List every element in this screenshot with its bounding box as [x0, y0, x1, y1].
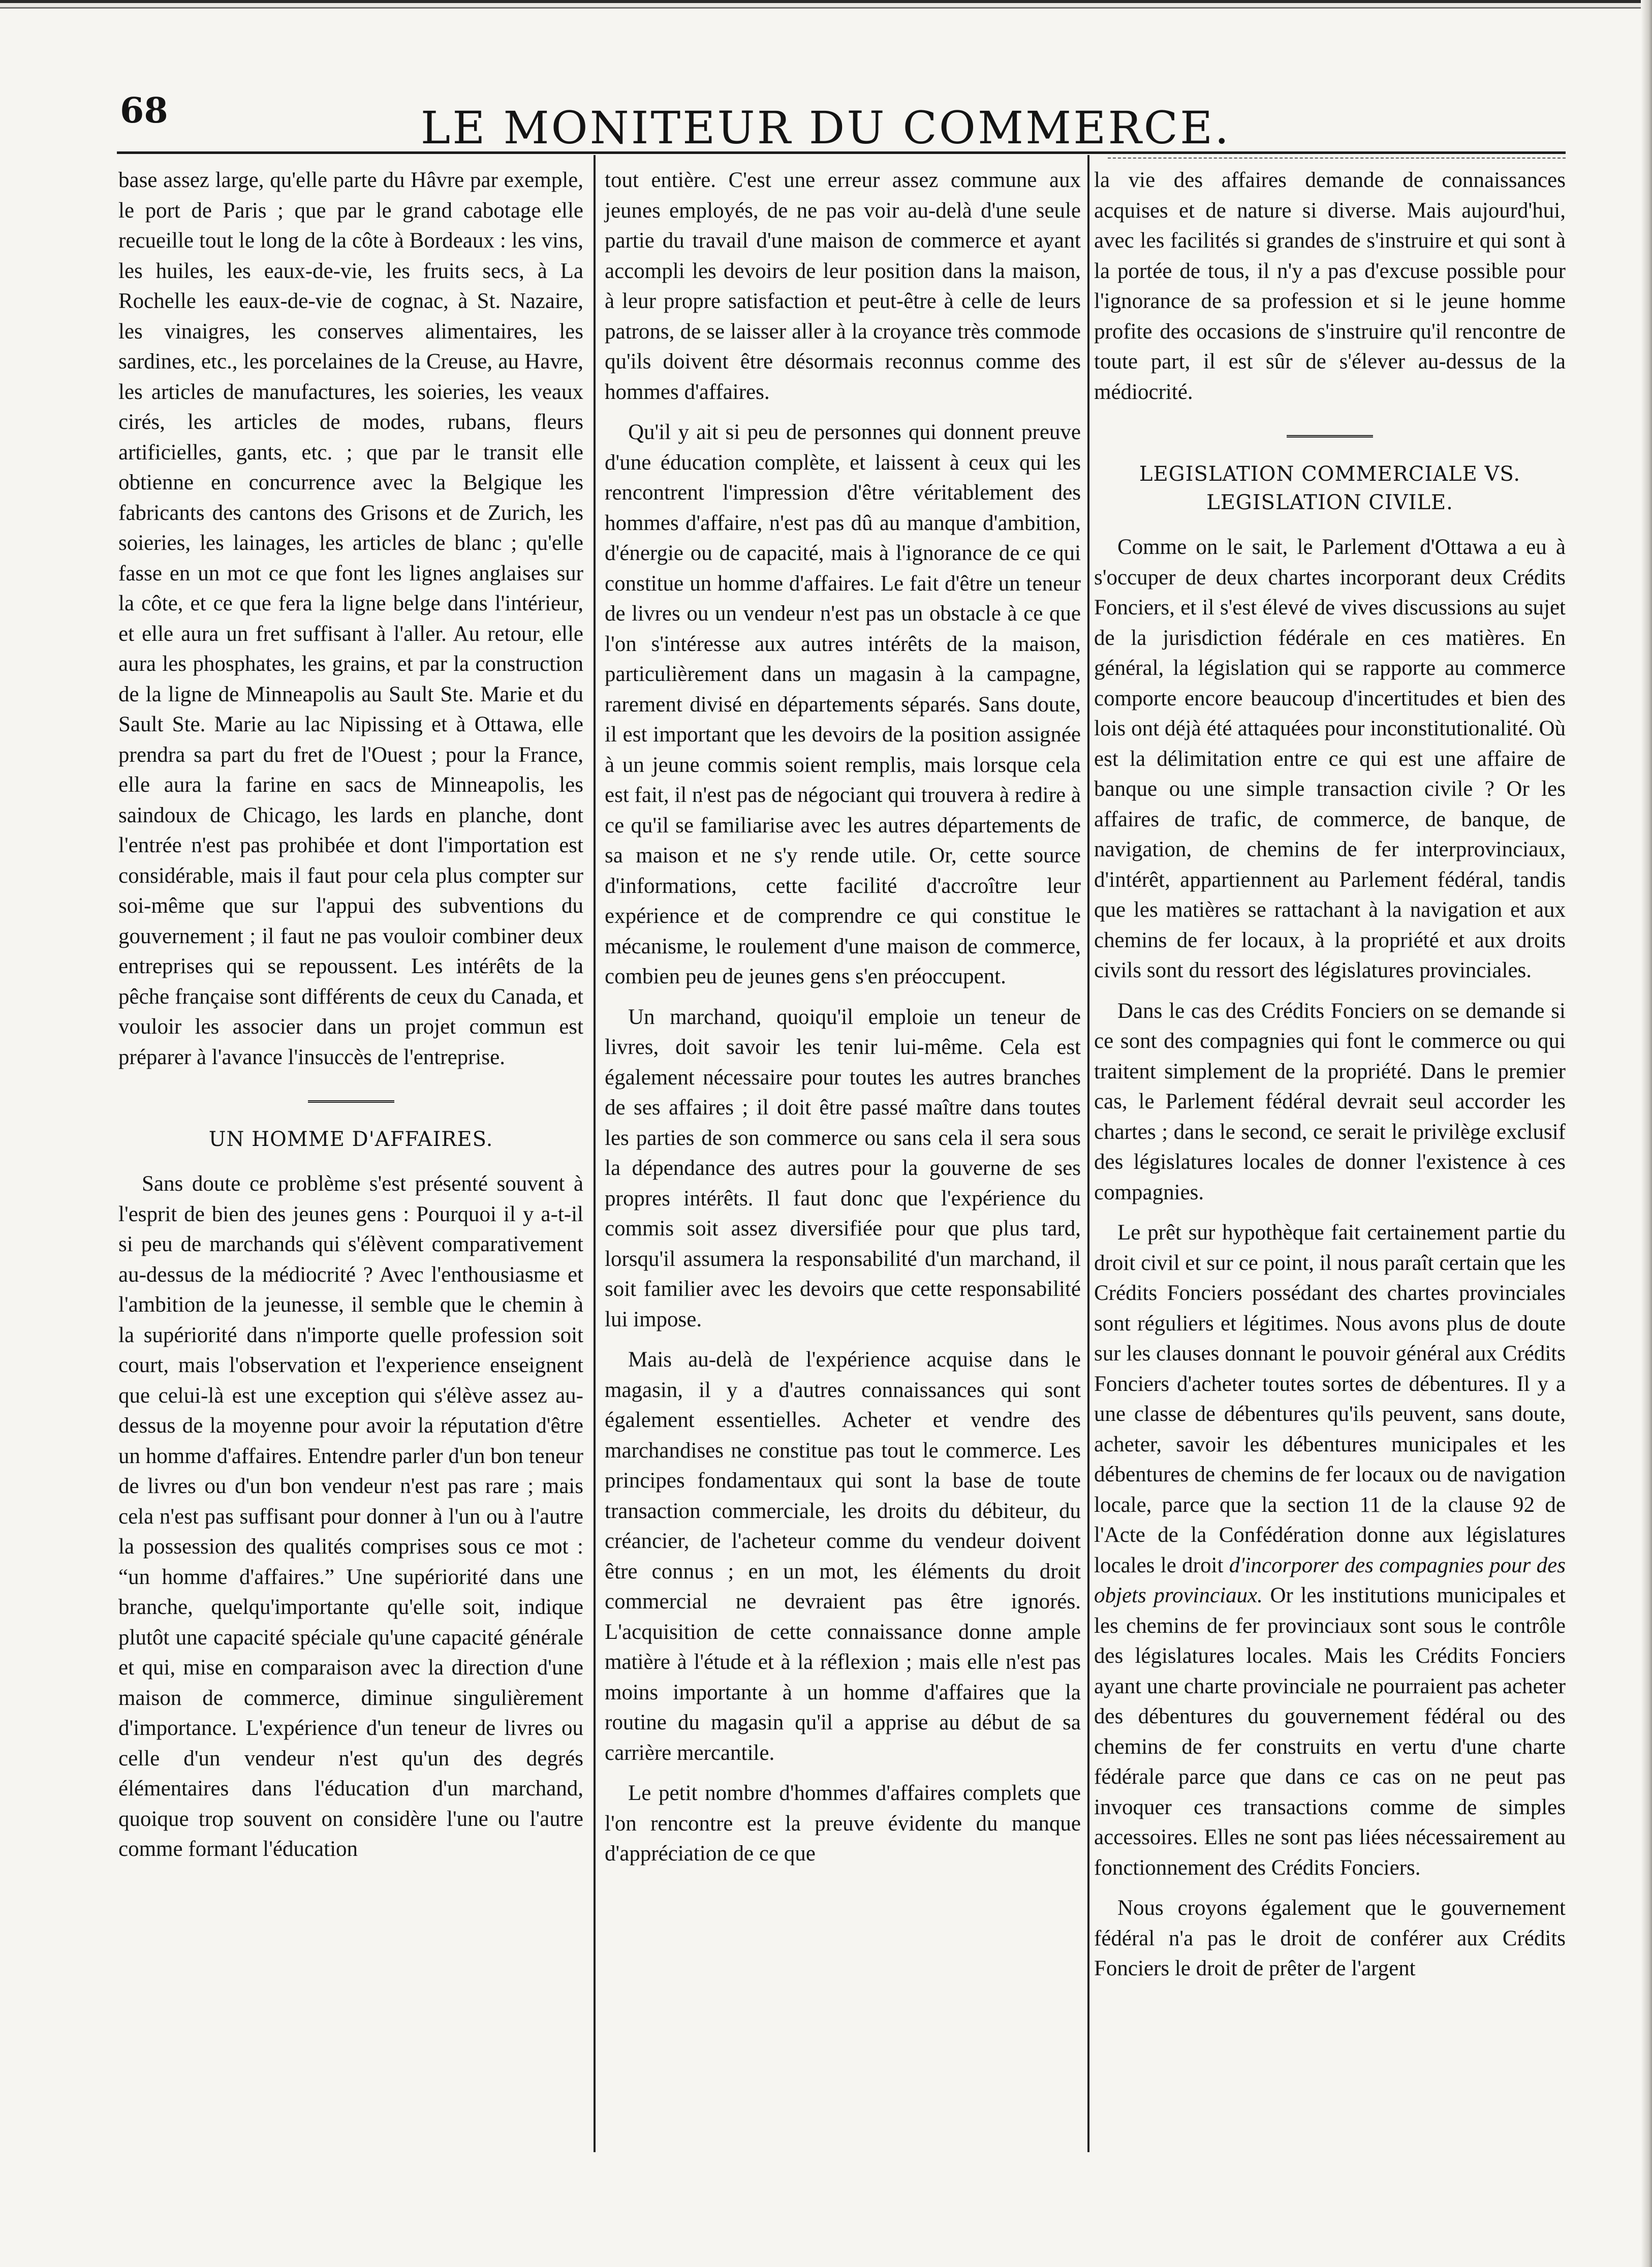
paragraph: Un marchand, quoiqu'il emploie un teneur de livres, doit savoir les tenir lui-même. Cela est également nécessaire pour toutes les autres branches de ses affaires ; il doit être passé maître dans toutes les parties de son commerce ou sans cela il sera sous la dépendance des autres pour la gouverne de ses propres intérêts. Il faut donc que l'expérience du commis soit assez diversifiée pour que plus tard, lorsqu'il assumera la responsabilité d'un marchand, il soit familier avec les devoirs que cette responsabilité lui impose.: [605, 1005, 1081, 1331]
paragraph: Nous croyons également que le gouvernement fédéral n'a pas le droit de conférer aux Crédits Fonciers le droit de prêter de l'argent: [1094, 1896, 1566, 1980]
paragraph: tout entière. C'est une erreur assez commune aux jeunes employés, de ne pas voir au-delà d'une seule partie du travail d'une maison de commerce et ayant accompli les devoirs de leur position dans la maison, à leur propre satisfaction et peut-être à celle de leurs patrons, de se laisser aller à la croyance très commode qu'ils doivent être désormais reconnus comme des hommes d'affaires.: [605, 168, 1081, 404]
header-dashed-rule: [1108, 158, 1566, 159]
page-title: LE MONITEUR DU COMMERCE.: [420, 102, 1231, 154]
section-title-line: LEGISLATION CIVILE.: [1206, 491, 1453, 514]
column-divider-2: [1087, 155, 1089, 2152]
section-title-line: LEGISLATION COMMERCIALE VS.: [1139, 462, 1521, 486]
paragraph: Sans doute ce problème s'est présenté souvent à l'esprit de bien des jeunes gens : Pourquoi il y a-t-il si peu de marchands qui s'élèvent comparativement au-dessus de la médiocrité ? Avec l'enthousiasme et l'ambition de la jeunesse, il semble que le chemin à la supériorité dans n'importe quelle profession soit court, mais l'observation et l'experience enseignent que celui-là est une exception qui s'élève assez au-dessus de la moyenne pour avoir la réputation d'être un homme d'affaires. Entendre parler d'un bon teneur de livres ou d'un bon vendeur n'est pas rare ; mais cela n'est pas suffisant pour donner à l'un ou à l'autre la possession des qualités comprises sous ce mot : “un homme d'affaires.” Une supériorité dans une branche, quelqu'importante qu'elle soit, indique plutôt une capacité spéciale qu'une capacité générale et qui, mise en comparaison avec la direction d'une maison de commerce, diminue singulièrement d'importance. L'expérience d'un teneur de livres ou celle d'un vendeur n'est qu'un des degrés élémentaires dans l'éducation d'un marchand, quoique trop souvent on considère l'une ou l'autre comme formant l'éducation: [118, 1172, 583, 1861]
paragraph-italic: d'incorporer des compagnies pour des objets provinciaux.: [1094, 1553, 1566, 1607]
section-rule: [308, 1100, 394, 1106]
paragraph: [1094, 1218, 1566, 1883]
paragraph: Mais au-delà de l'expérience acquise dans le magasin, il y a d'autres connaissances qui sont également essentielles. Acheter et vendre des marchandises ne constitue pas tout le commerce. Les principes fondamentaux qui sont la base de toute transaction commerciale, les droits du débiteur, du créancier, de l'acheteur comme du vendeur doivent être connus ; en un mot, les éléments du droit commercial ne devraient pas être ignorés. L'acquisition de cette connaissance donne ample matière à l'étude et à la réflexion ; mais elle n'est pas moins importante à un homme d'affaires que la routine du magasin qu'il a apprise au début de sa carrière mercantile.: [605, 1348, 1081, 1765]
paragraph: la vie des affaires demande de connaissances acquises et de nature si diverse. Mais aujourd'hui, avec les facilités si grandes de s'instruire et qui sont à la portée de tous, il n'y a pas d'excuse possible pour l'ignorance de sa profession et si le jeune homme profite des occasions de s'instruire qu'il rencontre de toute part, il est sûr de s'élever au-dessus de la médiocrité.: [1094, 168, 1566, 404]
column-divider-1: [594, 155, 596, 2152]
column-2: [605, 165, 1081, 1869]
paragraph-text: Or les institutions municipales et les chemins de fer provinciaux sont sous le contrôle des législatures locales. Mais les Crédits Fonciers ayant une charte provinciale ne pourraient pas acheter des débentures du gouvernement fédéral ou des chemins de fer construits en vertu d'une charte fédérale parce que dans ce cas on ne peut pas invoquer ces transactions comme de simples accessoires. Elles ne sont pas liées nécessairement au fonctionnement des Crédits Fonciers.: [1094, 1583, 1566, 1880]
paragraph: Dans le cas des Crédits Fonciers on se demande si ce sont des compagnies qui font le commerce ou qui traitent simplement de la propriété. Dans le premier cas, le Parlement fédéral devrait seul accorder les chartes ; dans le second, ce serait le privilège exclusif des législatures locales de donner l'existence à ces compagnies.: [1094, 999, 1566, 1204]
scan-right-edge: [1641, 0, 1652, 2267]
paragraph: Comme on le sait, le Parlement d'Ottawa a eu à s'occuper de deux chartes incorporant deux Crédits Fonciers, et il s'est élevé de vives discussions au sujet de la jurisdiction fédérale en ces matières. En général, la législation qui se rapporte au commerce comporte encore beaucoup d'incertitudes et bien des lois ont déjà été attaquées pour inconstitutionalité. Où est la délimitation entre ce qui est une affaire de banque ou une simple transaction civile ? Or les affaires de trafic, de commerce, de banque, de navigation, de chemins de fer interprovinciaux, d'intérêt, appartiennent au Parlement fédéral, tandis que les matières se rattachant à la navigation et aux chemins de fer locaux, à la propriété et aux droits civils sont du ressort des législatures provinciales.: [1094, 535, 1566, 982]
section-title-homme-affaires: UN HOMME D'AFFAIRES.: [208, 1128, 493, 1151]
paragraph: Le petit nombre d'hommes d'affaires complets que l'on rencontre est la preuve évidente du manque d'appréciation de ce que: [605, 1781, 1081, 1866]
page-number: 68: [120, 90, 168, 131]
column-1: [118, 165, 583, 1865]
section-title-legislation: [1094, 460, 1566, 517]
article-continuation: base assez large, qu'elle parte du Hâvre par exemple, le port de Paris ; que par le grand cabotage elle recueille tout le long de la côte à Bordeaux : les vins, les huiles, les eaux-de-vie, les fruits secs, à La Rochelle les eaux-de-vie de cognac, à St. Nazaire, les vinaigres, les conserves alimentaires, les sardines, etc., les porcelaines de la Creuse, au Havre, les articles de manufactures, les soieries, les veaux cirés, les articles de modes, rubans, fleurs artificielles, gants, etc. ; que par le transit elle obtienne en concurrence avec la Belgique les fabricants des cantons des Grisons et de Zurich, les soieries, les lainages, les articles de blanc ; qu'elle fasse en un mot ce que font les lignes anglaises sur la côte, et ce que fera la ligne belge dans l'intérieur, et elle aura un fret suffisant à l'aller. Au retour, elle aura les phosphates, les grains, et par la construction de la ligne de Minneapolis au Sault Ste. Marie et du Sault Ste. Marie au lac Nipissing et à Ottawa, elle prendra sa part du fret de l'Ouest ; pour la France, elle aura la farine en sacs de Minneapolis, les saindoux de Chicago, les lards en planche, dont l'entrée n'est pas prohibée et dont l'importation est considérable, mais il faut pour cela plus compter sur soi-même que sur l'appui des subventions du gouvernement ; il faut ne pas vouloir combiner deux entreprises qui se repoussent. Les intérêts de la pêche française sont différents de ceux du Canada, et vouloir les associer dans un projet commun est préparer à l'avance l'insuccès de l'entreprise.: [118, 168, 583, 1069]
paragraph: Qu'il y ait si peu de personnes qui donnent preuve d'une éducation complète, et laissent à ceux qui les rencontrent l'impression d'être véritablement des hommes d'affaire, n'est pas dû au manque d'ambition, d'énergie ou de capacité, mais à l'ignorance de ce qui constitue un homme d'affaires. Le fait d'être un teneur de livres ou un vendeur n'est pas un obstacle à ce que l'on s'intéresse aux autres intérêts de la maison, particulièrement dans un magasin à la campagne, rarement divisé en départements séparés. Sans doute, il est important que les devoirs de la position assignée à un jeune commis soient remplis, mais lorsque cela est fait, il n'est pas de négociant qui trouvera à redire à ce qu'il se familiarise avec les autres départements de sa maison et ne s'y rende utile. Or, cette source d'informations, cette facilité d'accroître leur expérience et de comprendre ce qui constitue le mécanisme, le roulement d'une maison de commerce, combien peu de jeunes gens s'en préoccupent.: [605, 420, 1081, 988]
header-rule: [117, 151, 1566, 154]
section-rule: [1287, 435, 1373, 441]
paragraph-text: Le prêt sur hypothèque fait certainement partie du droit civil et sur ce point, il nous paraît certain que les Crédits Fonciers possédant des chartes provinciales sont réguliers et légitimes. Nous avons plus de doute sur les clauses donnant le pouvoir général aux Crédits Fonciers d'acheter toutes sortes de débentures. Il y a une classe de débentures qu'ils peuvent, sans doute, acheter, savoir les débentures municipales et les débentures de chemins de fer locaux ou de navigation locale, parce que la section 11 de la clause 92 de l'Acte de la Confédération donne aux législatures locales le droit: [1094, 1221, 1566, 1577]
scan-top-edge: [0, 0, 1652, 17]
column-3: [1094, 165, 1566, 1984]
